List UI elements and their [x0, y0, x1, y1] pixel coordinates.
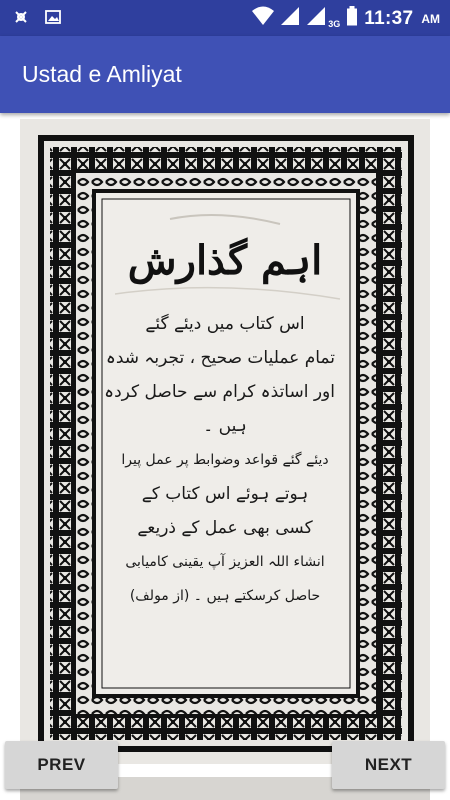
status-time: 11:37 — [364, 7, 414, 29]
next-button[interactable]: NEXT — [332, 741, 445, 789]
page-heading: اہم گذارش — [127, 237, 323, 284]
status-left-icons — [12, 8, 62, 31]
page-text-line: ہیں ۔ — [203, 416, 247, 436]
signal-icon — [280, 6, 300, 31]
page-text-block — [104, 307, 335, 613]
status-right-icons — [252, 6, 440, 31]
image-icon — [44, 8, 62, 31]
page-text-line: دیئے گئے قواعد وضوابط پر عمل پیرا — [121, 452, 329, 468]
page-text-line: تمام عملیات صحیح ، تجربہ شدہ — [105, 348, 335, 368]
content-area — [0, 113, 450, 800]
page-text-line: اس کتاب میں دیئے گئے — [145, 314, 305, 334]
network-type-label: 3G — [328, 18, 341, 29]
signal-3g-icon — [306, 6, 326, 31]
page-text-line: انشاء اللہ العزیز آپ یقینی کامیابی — [125, 554, 325, 570]
page-text-line: اور اساتذہ کرام سے حاصل کردہ — [104, 382, 335, 402]
wifi-icon — [252, 6, 274, 31]
app-title: Ustad e Amliyat — [22, 61, 182, 87]
battery-icon — [346, 6, 358, 31]
app-bar — [0, 36, 450, 113]
book-page-image — [20, 119, 430, 764]
status-ampm: AM — [421, 11, 440, 26]
prev-button[interactable]: PREV — [5, 741, 118, 789]
page-text-line: کسی بھی عمل کے ذریعے — [137, 518, 313, 538]
page-text-line: حاصل کرسکتے ہیں ۔ (از مولف) — [129, 588, 321, 604]
status-bar — [0, 0, 450, 36]
usb-icon — [12, 8, 30, 31]
page-text-line: ہوتے ہوئے اس کتاب کے — [141, 484, 309, 504]
